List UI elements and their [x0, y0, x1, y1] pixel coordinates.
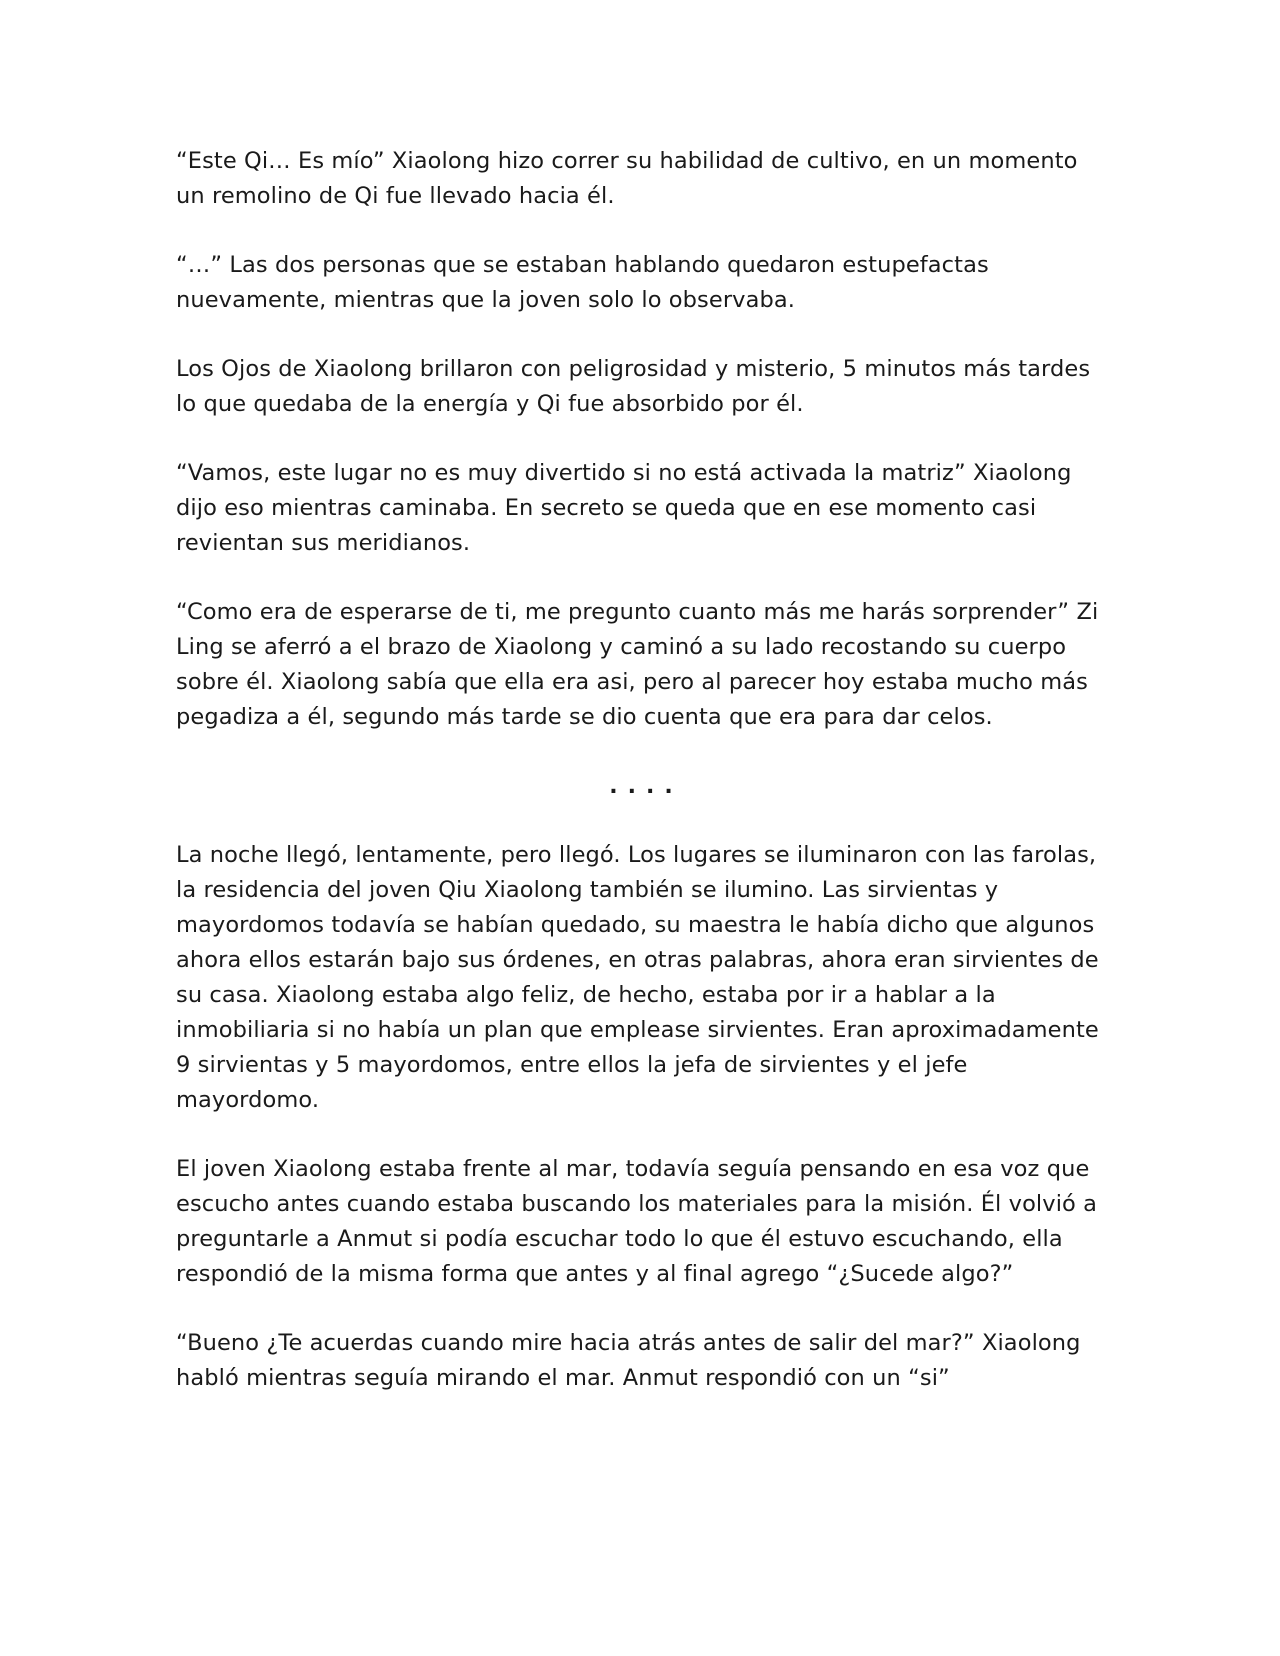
- paragraph-zi-ling: “Como era de esperarse de ti, me pregunto cuanto más me harás sorprender” Zi Ling se aferró a el brazo de Xiaolong y caminó a su lado recostando su cuerpo sobre él. Xiaolong sabía que ella era asi, pero al parecer hoy estaba mucho más pegadiza a él, segundo más tarde se dio cuenta que era para dar celos.: [176, 599, 1099, 730]
- paragraph-night: La noche llegó, lentamente, pero llegó. Los lugares se iluminaron con las farolas, la residencia del joven Qiu Xiaolong también se ilumino. Las sirvientas y mayordomos todavía se habían quedado, su maestra le había dicho que algunos ahora ellos estarán bajo sus órdenes, en otras palabras, ahora eran sirvientes de su casa. Xiaolong estaba algo feliz, de hecho, estaba por ir a hablar a la inmobiliaria si no había un plan que emplease sirvientes. Eran aproximadamente 9 sirvientas y 5 mayordomos, entre ellos la jefa de sirvientes y el jefe mayordomo.: [176, 842, 1099, 1113]
- paragraph-stupefied: “…” Las dos personas que se estaban hablando quedaron estupefactas nuevamente, mientras que la joven solo lo observaba.: [176, 252, 989, 313]
- scene-separator: ....: [609, 774, 683, 799]
- paragraph-eyes-shine: Los Ojos de Xiaolong brillaron con peligrosidad y misterio, 5 minutos más tardes lo que quedaba de la energía y Qi fue absorbido por él.: [176, 356, 1091, 417]
- paragraph-lets-go: “Vamos, este lugar no es muy divertido si no está activada la matriz” Xiaolong dijo eso mientras caminaba. En secreto se queda que en ese momento casi revientan sus meridianos.: [176, 460, 1072, 556]
- paragraph-sea: El joven Xiaolong estaba frente al mar, todavía seguía pensando en esa voz que escucho antes cuando estaba buscando los materiales para la misión. Él volvió a preguntarle a Anmut si podía escuchar todo lo que él estuvo escuchando, ella respondió de la misma forma que antes y al final agrego “¿Sucede algo?”: [176, 1156, 1098, 1287]
- body-text: [176, 144, 1106, 1430]
- paragraph-qi-mine: “Este Qi… Es mío” Xiaolong hizo correr su habilidad de cultivo, en un momento un remolino de Qi fue llevado hacia él.: [176, 148, 1078, 209]
- paragraph-remember: “Bueno ¿Te acuerdas cuando mire hacia atrás antes de salir del mar?” Xiaolong habló mientras seguía mirando el mar. Anmut respondió con un “si”: [176, 1330, 1081, 1391]
